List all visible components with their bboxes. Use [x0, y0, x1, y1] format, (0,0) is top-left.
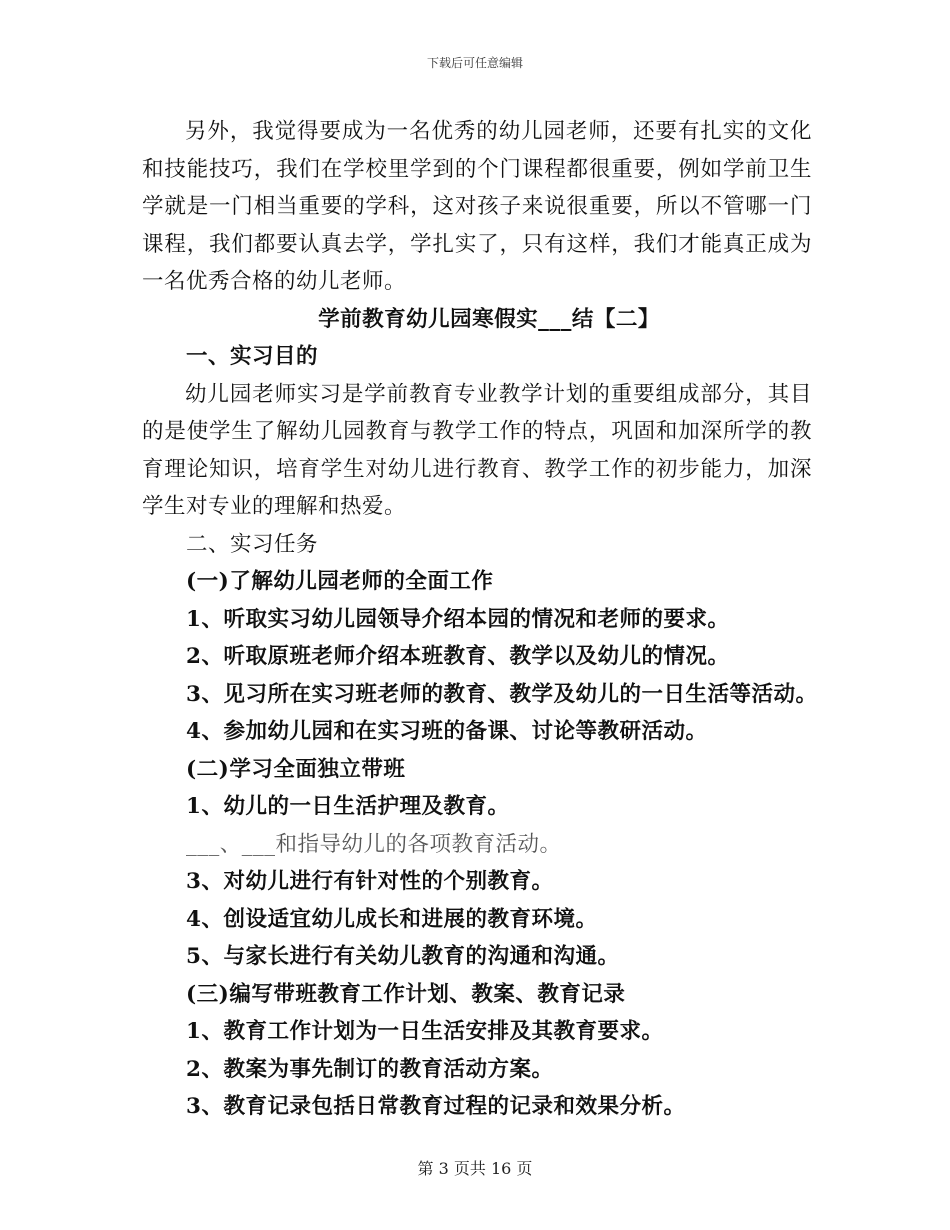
list-item: 2、听取原班老师介绍本班教育、教学以及幼儿的情况。 — [186, 644, 730, 669]
list-item: 3、见习所在实习班老师的教育、教学及幼儿的一日生活等活动。 — [186, 681, 818, 707]
list-item: 4、参加幼儿园和在实习班的备课、讨论等教研活动。 — [186, 719, 708, 744]
list-item: 1、听取实习幼儿园领导介绍本园的情况和老师的要求。 — [186, 606, 730, 632]
intro-paragraph: 另外，我觉得要成为一名优秀的幼儿园老师，还要有扎实的文化和技能技巧，我们在学校里学到的个门课程都很重要，例如学前卫生学就是一门相当重要的学科，这对孩子来说很重要，所以不管哪一门课程，我们都要认真去学，学扎实了，只有这样，我们才能真正成为一名优秀合格的幼儿老师。 — [142, 119, 812, 294]
subsection-1-title: (一)了解幼儿园老师的全面工作 — [186, 569, 494, 594]
subsection-3-title: (三)编写带班教育工作计划、教案、教育记录 — [186, 981, 626, 1007]
section-title: 学前教育幼儿园寒假实___结【二】 — [318, 306, 660, 332]
list-item: 3、对幼儿进行有针对性的个别教育。 — [186, 869, 554, 894]
list-item: 4、创设适宜幼儿成长和进展的教育环境。 — [186, 906, 598, 932]
list-item: 1、幼儿的一日生活护理及教育。 — [186, 794, 510, 819]
subsection-2-title: (二)学习全面独立带班 — [186, 756, 406, 782]
list-item: ___、___和指导幼儿的各项教育活动。 — [186, 831, 562, 857]
page-header: 下载后可任意编辑 — [426, 56, 523, 70]
heading-purpose: 一、实习目的 — [186, 344, 319, 369]
heading-tasks: 二、实习任务 — [186, 531, 319, 557]
list-item: 5、与家长进行有关幼儿教育的沟通和沟通。 — [186, 944, 620, 969]
document-body — [142, 113, 818, 1126]
list-item: 1、教育工作计划为一日生活安排及其教育要求。 — [186, 1019, 664, 1044]
list-item: 3、教育记录包括日常教育过程的记录和效果分析。 — [186, 1094, 686, 1119]
purpose-paragraph: 幼儿园老师实习是学前教育专业教学计划的重要组成部分，其目的是使学生了解幼儿园教育与教学工作的特点，巩固和加深所学的教育理论知识，培育学生对幼儿进行教育、教学工作的初步能力，加深学生对专业的理解和热爱。 — [142, 381, 812, 519]
page-number: 第 3 页共 16 页 — [417, 1159, 533, 1178]
list-item: 2、教案为事先制订的教育活动方案。 — [186, 1056, 554, 1082]
